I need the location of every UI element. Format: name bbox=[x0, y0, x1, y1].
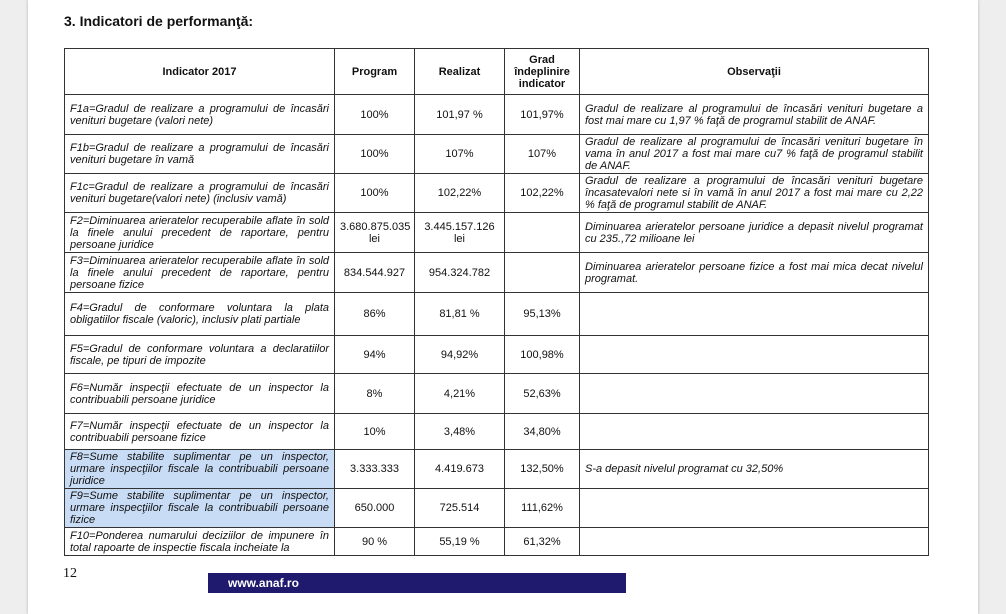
table-row bbox=[65, 336, 929, 374]
realizat-cell: 55,19 % bbox=[415, 528, 505, 556]
table-row bbox=[65, 293, 929, 336]
realizat-cell: 101,97 % bbox=[415, 95, 505, 135]
observatii-cell bbox=[580, 528, 929, 556]
program-cell: 3.680.875.035 lei bbox=[335, 213, 415, 253]
observatii-cell bbox=[580, 374, 929, 414]
grad-cell: 34,80% bbox=[505, 414, 580, 450]
program-cell: 8% bbox=[335, 374, 415, 414]
realizat-cell: 3,48% bbox=[415, 414, 505, 450]
grad-cell: 61,32% bbox=[505, 528, 580, 556]
indicator-cell: F8=Sume stabilite suplimentar pe un inspector, urmare inspecţiilor fiscale la contribuabili persoane juridice bbox=[65, 450, 335, 489]
realizat-cell: 102,22% bbox=[415, 174, 505, 213]
program-cell: 3.333.333 bbox=[335, 450, 415, 489]
observatii-cell: Gradul de realizare a programului de încasări venituri bugetare încasatevalori nete si în vamă în anul 2017 a fost mai mare cu 2,22 % faţă de programul stabilit de ANAF. bbox=[580, 174, 929, 213]
table-row bbox=[65, 450, 929, 489]
grad-cell: 107% bbox=[505, 135, 580, 174]
table-row bbox=[65, 489, 929, 528]
table-row bbox=[65, 213, 929, 253]
realizat-cell: 4,21% bbox=[415, 374, 505, 414]
header-indicator: Indicator 2017 bbox=[65, 49, 335, 95]
table-row bbox=[65, 174, 929, 213]
program-cell: 94% bbox=[335, 336, 415, 374]
table-row bbox=[65, 95, 929, 135]
grad-cell: 102,22% bbox=[505, 174, 580, 213]
program-cell: 650.000 bbox=[335, 489, 415, 528]
program-cell: 10% bbox=[335, 414, 415, 450]
observatii-cell bbox=[580, 414, 929, 450]
program-cell: 834.544.927 bbox=[335, 253, 415, 293]
grad-cell: 101,97% bbox=[505, 95, 580, 135]
header-grad: Grad îndeplinire indicator bbox=[505, 49, 580, 95]
observatii-cell: Diminuarea arieratelor persoane juridice a depasit nivelul programat cu 235.,72 milioane lei bbox=[580, 213, 929, 253]
table-row bbox=[65, 135, 929, 174]
performance-indicators-table bbox=[64, 48, 929, 556]
observatii-cell: Diminuarea arieratelor persoane fizice a fost mai mica decat nivelul programat. bbox=[580, 253, 929, 293]
page-number: 12 bbox=[63, 566, 77, 581]
realizat-cell: 725.514 bbox=[415, 489, 505, 528]
grad-cell: 52,63% bbox=[505, 374, 580, 414]
section-title: 3. Indicatori de performanţă: bbox=[64, 13, 254, 29]
grad-cell: 132,50% bbox=[505, 450, 580, 489]
indicator-cell: F1b=Gradul de realizare a programului de încasări venituri bugetare în vamă bbox=[65, 135, 335, 174]
header-observatii: Observaţii bbox=[580, 49, 929, 95]
realizat-cell: 107% bbox=[415, 135, 505, 174]
grad-cell: 111,62% bbox=[505, 489, 580, 528]
document-page bbox=[28, 0, 978, 614]
indicator-cell: F1c=Gradul de realizare a programului de încasări venituri bugetare(valori nete) (inclusiv vamă) bbox=[65, 174, 335, 213]
realizat-cell: 954.324.782 bbox=[415, 253, 505, 293]
observatii-cell: S-a depasit nivelul programat cu 32,50% bbox=[580, 450, 929, 489]
indicator-cell: F6=Număr inspecţii efectuate de un inspector la contribuabili persoane juridice bbox=[65, 374, 335, 414]
program-cell: 90 % bbox=[335, 528, 415, 556]
header-program: Program bbox=[335, 49, 415, 95]
header-realizat: Realizat bbox=[415, 49, 505, 95]
realizat-cell: 94,92% bbox=[415, 336, 505, 374]
table-row bbox=[65, 374, 929, 414]
program-cell: 100% bbox=[335, 174, 415, 213]
observatii-cell: Gradul de realizare al programului de încasări venituri bugetare în vama în anul 2017 a fost mai mare cu7 % faţă de programul stabilit de ANAF. bbox=[580, 135, 929, 174]
grad-cell: 95,13% bbox=[505, 293, 580, 336]
realizat-cell: 3.445.157.126 lei bbox=[415, 213, 505, 253]
table-header-row bbox=[65, 49, 929, 95]
observatii-cell bbox=[580, 336, 929, 374]
indicator-cell: F10=Ponderea numarului deciziilor de impunere în total rapoarte de inspectie fiscala incheiate la bbox=[65, 528, 335, 556]
observatii-cell bbox=[580, 293, 929, 336]
indicator-cell: F7=Număr inspecţii efectuate de un inspector la contribuabili persoane fizice bbox=[65, 414, 335, 450]
footer-url[interactable]: www.anaf.ro bbox=[228, 576, 299, 590]
indicator-cell: F2=Diminuarea arieratelor recuperabile aflate în sold la finele anului precedent de raportare, pentru persoane juridice bbox=[65, 213, 335, 253]
table-row bbox=[65, 528, 929, 556]
indicator-cell: F9=Sume stabilite suplimentar pe un inspector, urmare inspecţiilor fiscale la contribuabili persoane fizice bbox=[65, 489, 335, 528]
footer-bar bbox=[208, 573, 626, 593]
realizat-cell: 81,81 % bbox=[415, 293, 505, 336]
observatii-cell bbox=[580, 489, 929, 528]
program-cell: 100% bbox=[335, 135, 415, 174]
grad-cell: 100,98% bbox=[505, 336, 580, 374]
indicator-cell: F1a=Gradul de realizare a programului de încasări venituri bugetare (valori nete) bbox=[65, 95, 335, 135]
realizat-cell: 4.419.673 bbox=[415, 450, 505, 489]
indicator-cell: F3=Diminuarea arieratelor recuperabile aflate în sold la finele anului precedent de raportare, pentru persoane fizice bbox=[65, 253, 335, 293]
indicator-cell: F4=Gradul de conformare voluntara la plata obligatiilor fiscale (valoric), inclusiv plati partiale bbox=[65, 293, 335, 336]
table-row bbox=[65, 414, 929, 450]
grad-cell bbox=[505, 253, 580, 293]
grad-cell bbox=[505, 213, 580, 253]
program-cell: 86% bbox=[335, 293, 415, 336]
observatii-cell: Gradul de realizare al programului de încasări venituri bugetare a fost mai mare cu 1,97 % faţă de programul stabilit de ANAF. bbox=[580, 95, 929, 135]
indicator-cell: F5=Gradul de conformare voluntara a declaratiilor fiscale, pe tipuri de impozite bbox=[65, 336, 335, 374]
table-row bbox=[65, 253, 929, 293]
program-cell: 100% bbox=[335, 95, 415, 135]
